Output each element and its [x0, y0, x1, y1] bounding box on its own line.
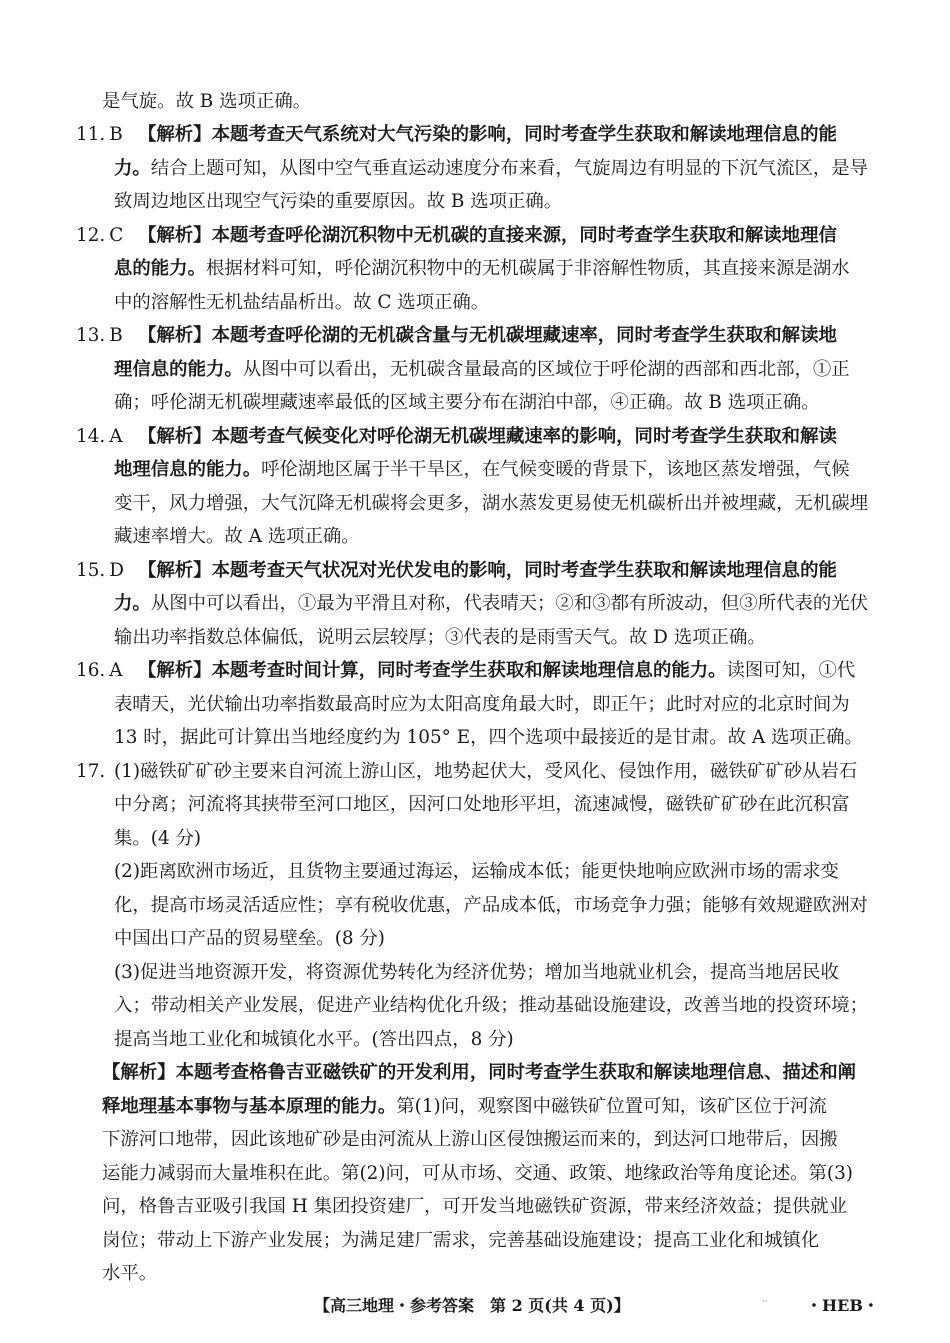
footer-code: ・HEB・	[806, 1296, 879, 1315]
body-text: 入；带动相关产业发展，促进产业结构优化升级；推动基础设施建设，改善当地的投资环境；	[114, 995, 869, 1016]
answer-letter: A	[109, 426, 123, 447]
bold-text: 【解析】本题考查天气状况对光伏发电的影响，同时考查学生获取和解读地理信息的能	[138, 560, 837, 581]
body-text: 藏速率增大。故 A 选项正确。	[114, 526, 360, 547]
text-line	[102, 1122, 838, 1159]
text-line	[138, 318, 837, 355]
body-text: 问，格鲁吉亚吸引我国 H 集团投资建厂，可开发当地磁铁矿资源，带来经济效益；提供就业	[102, 1196, 847, 1217]
text-line	[114, 586, 868, 623]
body-text: 结合上题可知，从图中空气垂直运动速度分布来看，气旋周边有明显的下沉气流区，是导	[150, 158, 869, 179]
footer-page-info: 【高三地理・参考答案 第 2 页(共 4 页)】	[314, 1296, 630, 1315]
body-text: 确；呼伦湖无机碳埋藏速率最低的区域主要分布在湖泊中部，④正确。故 B 选项正确。	[114, 392, 820, 413]
body-text: 呼伦湖地区属于半干旱区，在气候变暖的背景下，该地区蒸发增强，气候	[261, 459, 850, 480]
question-number-text: 16.	[76, 660, 106, 681]
text-line	[114, 452, 850, 489]
body-text: 是气旋。故 B 选项正确。	[102, 91, 312, 112]
body-text: 变干，风力增强，大气沉降无机碳将会更多，湖水蒸发更易使无机碳析出并被埋藏，无机碳埋	[114, 493, 869, 514]
text-line	[114, 385, 820, 422]
answer-letter: D	[109, 560, 124, 581]
question-number-text: 14.	[76, 426, 106, 447]
question-number-text: 13.	[76, 325, 106, 346]
question-number	[76, 419, 123, 456]
question-number-text: 15.	[76, 560, 106, 581]
text-line	[114, 486, 868, 523]
text-line	[102, 1089, 827, 1126]
bold-text: 息的能力。	[114, 258, 206, 279]
text-line	[114, 687, 850, 724]
body-text: (2)距离欧洲市场近，且货物主要通过海运，运输成本低；能更快地响应欧洲市场的需求变	[114, 861, 839, 882]
text-line	[102, 84, 311, 121]
question-number-text: 11.	[76, 124, 106, 145]
question-number	[76, 754, 105, 791]
text-line	[138, 653, 855, 690]
text-line	[114, 251, 850, 288]
bold-text: 力。	[114, 158, 151, 179]
body-text: 从图中可以看出，①最为平滑且对称，代表晴天；②和③都有所波动，但③所代表的光伏	[150, 593, 869, 614]
body-text: 中的溶解性无机盐结晶析出。故 C 选项正确。	[114, 292, 490, 313]
bold-text: 力。	[114, 593, 151, 614]
question-number-text: 17.	[76, 761, 106, 782]
text-line	[114, 1022, 514, 1059]
answer-letter: C	[109, 225, 124, 246]
body-text: 读图可知，①代	[726, 660, 856, 681]
text-line	[114, 888, 868, 925]
body-text: 中分离；河流将其挟带至河口地区，因河口处地形平坦，流速减慢，磁铁矿矿砂在此沉积富	[114, 794, 850, 815]
question-number-text: 12.	[76, 225, 106, 246]
text-line	[114, 285, 489, 322]
text-line	[138, 218, 837, 255]
body-text: 根据材料可知，呼伦湖沉积物中的无机碳属于非溶解性物质，其直接来源是湖水	[205, 258, 850, 279]
bold-text: 【解析】本题考查时间计算，同时考查学生获取和解读地理信息的能力。	[138, 660, 727, 681]
question-number	[76, 653, 123, 690]
bold-text: 地理信息的能力。	[114, 459, 262, 480]
body-text: 岗位；带动上下游产业发展；为满足建厂需求，完善基础设施建设；提高工业化和城镇化	[102, 1230, 820, 1251]
body-text: 中国出口产品的贸易壁垒。(8 分)	[114, 928, 385, 949]
body-text: (3)促进当地资源开发，将资源优势转化为经济优势；增加当地就业机会，提高当地居民收	[114, 962, 839, 983]
text-line	[114, 854, 839, 891]
answer-letter: A	[109, 660, 123, 681]
body-text: 化，提高市场灵活适应性；享有税收优惠，产品成本低，市场竞争力强；能够有效规避欧洲对	[114, 895, 869, 916]
text-line	[114, 988, 868, 1025]
body-text: 输出功率指数总体偏低，说明云层较厚；③代表的是雨雪天气。故 D 选项正确。	[114, 627, 766, 648]
answer-letter: B	[109, 124, 123, 145]
body-text: (1)磁铁矿矿砂主要来自河流上游山区，地势起伏大，受风化、侵蚀作用，磁铁矿矿砂从岩石	[114, 761, 858, 782]
question-number	[76, 218, 123, 255]
footer-marks: ··	[762, 1297, 768, 1307]
bold-text: 理信息的能力。	[114, 359, 243, 380]
text-line	[102, 1156, 853, 1193]
body-text: 致周边地区出现空气污染的重要原因。故 B 选项正确。	[114, 191, 563, 212]
bold-text: 释地理基本事物与基本原理的能力。	[102, 1096, 397, 1117]
bold-text: 【解析】本题考查气候变化对呼伦湖无机碳埋藏速率的影响，同时考查学生获取和解读	[138, 426, 837, 447]
text-line	[114, 184, 562, 221]
body-text: 第(1)问，观察图中磁铁矿位置可知，该矿区位于河流	[396, 1096, 827, 1117]
text-line	[114, 519, 360, 556]
text-line	[138, 117, 837, 154]
text-line	[114, 787, 850, 824]
text-line	[114, 821, 201, 858]
text-line	[114, 352, 850, 389]
text-line	[114, 754, 857, 791]
body-text: 集。(4 分)	[114, 828, 202, 849]
body-text: 水平。	[102, 1263, 158, 1284]
text-line	[102, 1223, 819, 1260]
answer-letter: B	[109, 325, 123, 346]
bold-text: 【解析】本题考查天气系统对大气污染的影响，同时考查学生获取和解读地理信息的能	[138, 124, 837, 145]
body-text: 13 时，据此可计算出当地经度约为 105° E，四个选项中最接近的是甘肃。故 A 选项正确。	[114, 727, 863, 748]
question-number	[76, 117, 123, 154]
question-number	[76, 553, 124, 590]
text-line	[114, 720, 863, 757]
body-text: 从图中可以看出，无机碳含量最高的区域位于呼伦湖的西部和西北部，①正	[242, 359, 850, 380]
body-text: 提高当地工业化和城镇化水平。(答出四点，8 分)	[114, 1029, 514, 1050]
bold-text: 【解析】本题考查呼伦湖的无机碳含量与无机碳埋藏速率，同时考查学生获取和解读地	[138, 325, 837, 346]
bold-text: 【解析】本题考查呼伦湖沉积物中无机碳的直接来源，同时考查学生获取和解读地理信	[138, 225, 837, 246]
text-line	[114, 921, 385, 958]
text-line	[114, 620, 766, 657]
text-line	[102, 1189, 847, 1226]
question-number	[76, 318, 123, 355]
body-text: 表晴天，光伏输出功率指数最高时应为太阳高度角最大时，即正午；此时对应的北京时间为	[114, 694, 850, 715]
text-line	[138, 419, 837, 456]
text-line	[114, 151, 868, 188]
body-text: 运能力减弱而大量堆积在此。第(2)问，可从市场、交通、政策、地缘政治等角度论述。第(3)	[102, 1163, 853, 1184]
text-line	[114, 955, 839, 992]
body-text: 下游河口地带，因此该地矿砂是由河流从上游山区侵蚀搬运而来的，到达河口地带后，因搬	[102, 1129, 838, 1150]
text-line	[138, 553, 837, 590]
bold-text: 【解析】本题考查格鲁吉亚磁铁矿的开发利用，同时考查学生获取和解读地理信息、描述和阐	[102, 1062, 857, 1083]
page-footer	[0, 1293, 950, 1323]
text-line	[102, 1055, 856, 1092]
text-line	[102, 1256, 157, 1293]
